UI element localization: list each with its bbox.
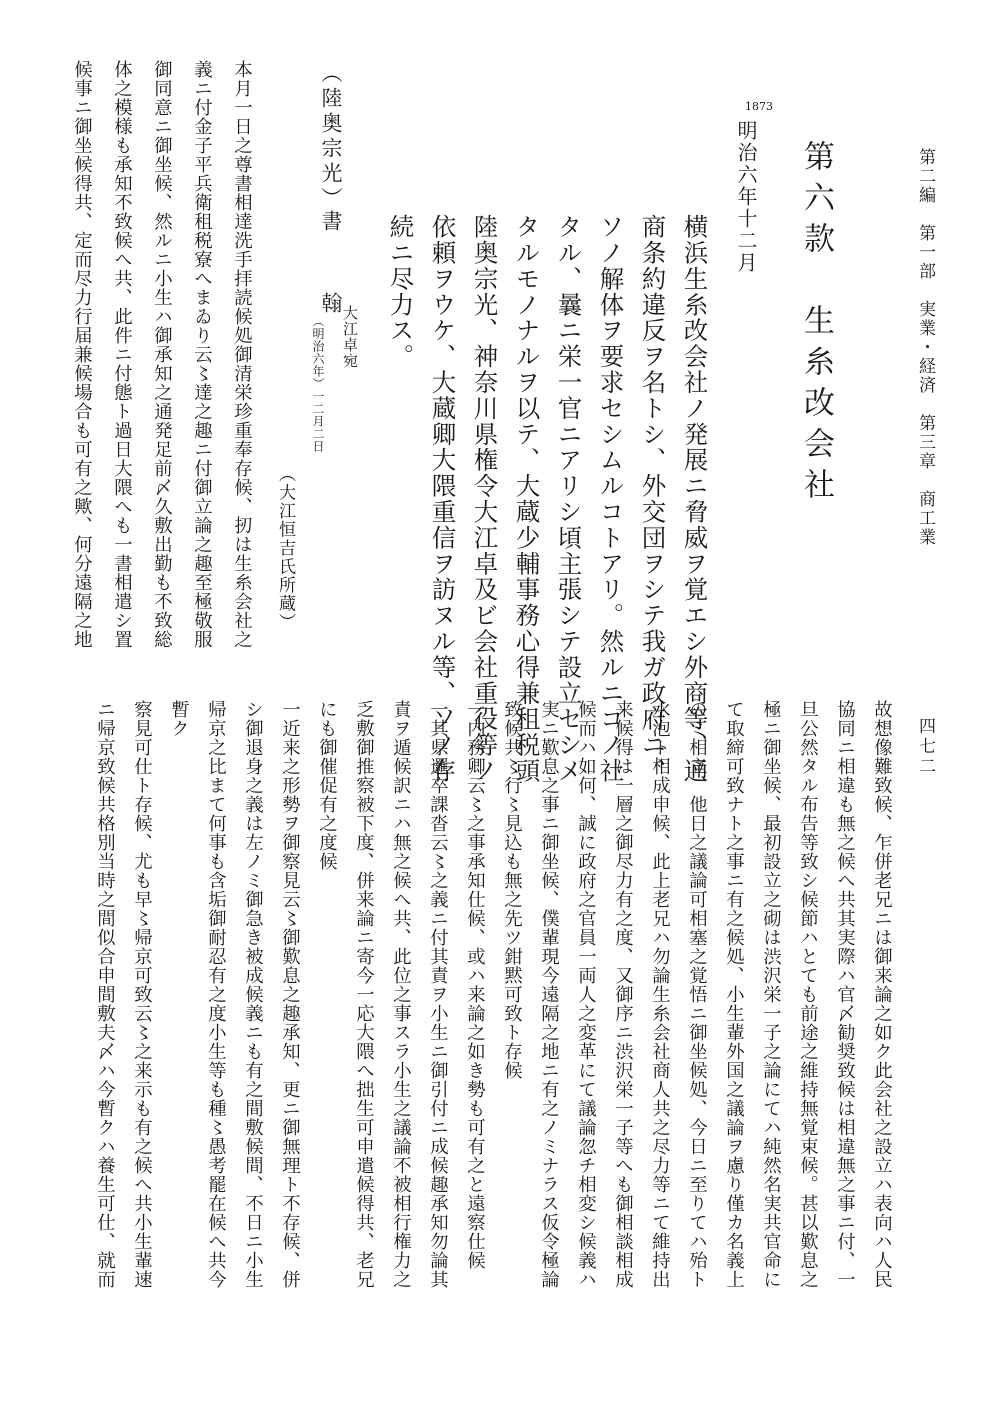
text-column: 御同意ニ御坐候、然ルニ小生ハ御承知之通発足前〆久敷出勤も不致総 (151, 60, 173, 649)
text-column: 一内務卿云〻之事承知仕候、或ハ来論之如き勢も可有之と遠察仕候 (464, 700, 486, 1270)
text-column: 乏敷御推察被下度、併来論ニ寄今一応大隈へ拙生可申遣候得共、老兄 (353, 700, 375, 1289)
running-head: 第二編 第一部 実業・経済 第三章 商工業 (915, 148, 935, 547)
text-column: 水泡ト相成申候、此上老兄ハ勿論生糸会社商人共之尽力等ニて維持出 (649, 700, 671, 1289)
text-column: ニ帰京致候共格別当時之間似合申間敷夫〆ハ今暫クハ養生可仕、就而 (94, 700, 116, 1289)
text-column: て取締可致ナト之事ニ有之候処、小生輩外国之議論ヲ慮り僅カ名義上 (723, 700, 745, 1289)
text-column: 一近来之形勢ヲ御察見云〻御歎息之趣承知、更ニ御無理ト不存候、併 (279, 700, 301, 1289)
text-column: 察見可仕ト存候、尤も早〻帰京可致云〻之来示も有之候へ共小生輩速 (131, 700, 153, 1289)
summary-line: 依頼ヲウケ、大蔵卿大隈重信ヲ訪ヌル等、ソノ存 (428, 214, 458, 784)
text-column: 義ニ付金子平兵衛租税寮へまゐり云〻達之趣ニ付御立論之趣至極敬服 (191, 60, 213, 649)
text-column: にも御催促有之度候 (316, 700, 338, 871)
text-column: 故想像難致候、乍併老兄ニは御来論之如ク此会社之設立ハ表向ハ人民 (871, 700, 893, 1289)
letter-holder: （大江恒吉氏所蔵） (275, 465, 295, 632)
letter-title: 書 翰 (319, 210, 343, 333)
section-date: 明治六年十二月 (734, 120, 758, 274)
text-column: 極ニ御坐候、最初設立之砌は渋沢栄一子之論にてハ純然名実共官命に (760, 700, 782, 1289)
summary-line: タル、曩ニ栄一官ニアリシ頃主張シテ設立セシメ (554, 214, 584, 784)
section-title: 第六款 生糸改会社 (798, 140, 834, 509)
text-column: のミ相立、他日之議論可相塞之覚悟ニ御坐候処、今日ニ至りてハ殆ト (686, 700, 708, 1289)
text-column: 責ヲ遁候訳ニハ無之候へ共、此位之事スラ小生之議論不被相行権力之 (390, 700, 412, 1289)
text-column: 帰京之比まて何事も含垢御耐忍有之度小生等も種〻愚考罷在候へ共今 (205, 700, 227, 1289)
text-column: 本月一日之尊書相達洗手拝読候処御清栄珍重奉存候、扨は生糸会社之 (231, 60, 253, 649)
text-column: 暫ク (168, 700, 190, 738)
text-column: 候事ニ御坐候得共、定而尽力行届兼候場合も可有之歟、何分遠隔之地 (71, 60, 93, 649)
summary-line: 続ニ尽力ス。 (386, 214, 416, 370)
text-column: 旦公然タル布告等致シ候節ハとても前途之維持無覚束候。甚以歎息之 (797, 700, 819, 1289)
summary-line: 商条約違反ヲ名トシ、外交団ヲシテ我ガ政府ニ、 (638, 214, 668, 784)
text-column: 協同ニ相違も無之候へ共其実際ハ官〆勧奨致候は相違無之事ニ付、一 (834, 700, 856, 1289)
summary-line: 陸奥宗光、神奈川県権令大江卓及ビ会社重役等ノ (470, 214, 500, 784)
text-column: 来候得は一層之御尽力有之度、又御序ニ渋沢栄一子等へも御相談相成 (612, 700, 634, 1289)
text-column: 体之模様も承知不致候へ共、此件ニ付態ト過日大隈へも一書相遣シ置 (111, 60, 133, 649)
letter-recipient: 大江卓宛 (341, 305, 359, 369)
text-column: 致候共〻行〻見込も無之先ツ鉗黙可致ト存候 (501, 700, 523, 1080)
summary-line: タルモノナルヲ以テ、大蔵少輔事務心得兼租税頭 (512, 214, 542, 784)
page-number: 四七二 (915, 717, 935, 777)
text-column: シ御退身之義は左ノミ御急き被成候義ニも有之間敷候間、不日ニ小生 (242, 700, 264, 1289)
text-column: 一其県邏卒課沓云〻之義ニ付其責ヲ小生ニ御引付ニ成候趣承知勿論其 (427, 700, 449, 1289)
text-column: 実ニ歎息之事ニ御坐候、僕輩現今遠隔之地ニ有之ノミナラス仮令極論 (538, 700, 560, 1289)
letter-sender: （陸奥宗光） (319, 62, 343, 212)
text-column: 候而ハ如何、誠に政府之官員一両人之変革にて議論忽チ相変シ候義ハ (575, 700, 597, 1289)
summary-line: ソノ解体ヲ要求セシムルコトアリ。然ルニコノ社 (596, 214, 626, 784)
year-western: 1873 (745, 100, 773, 113)
summary-line: 横浜生糸改会社ノ発展ニ脅威ヲ覚エシ外商等、通 (680, 214, 710, 784)
letter-date: （明治六年）一二月二日 (311, 315, 325, 453)
